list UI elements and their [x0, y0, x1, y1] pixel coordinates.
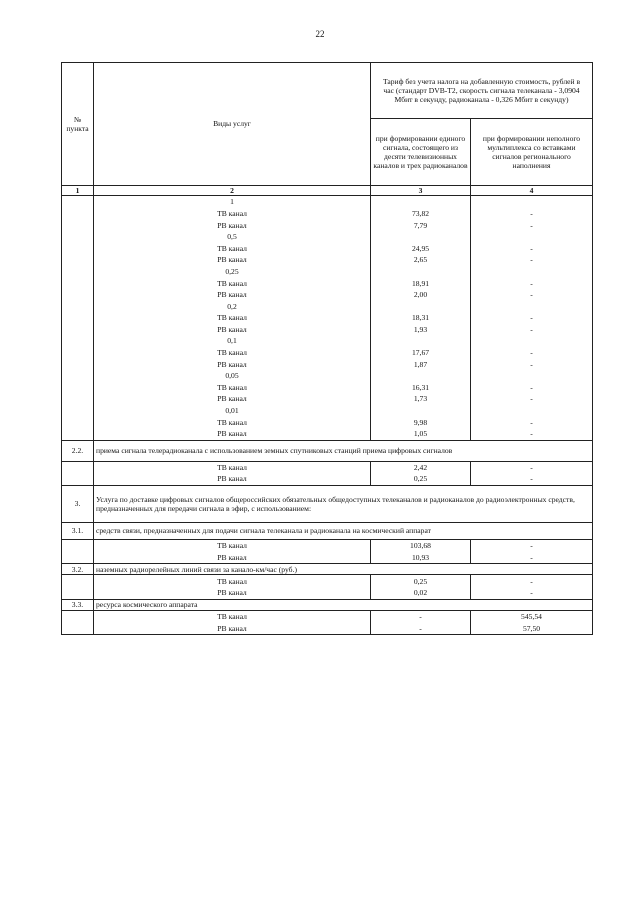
channel-label: ТВ канал	[94, 312, 371, 324]
table-row	[62, 440, 593, 461]
channel-label: ТВ канал	[94, 208, 371, 220]
subgroup-label: 0,05	[94, 370, 371, 382]
value-col3: 18,91	[371, 277, 471, 289]
value-col3: 1,87	[371, 358, 471, 370]
item-number-empty	[62, 473, 94, 485]
channel-label: ТВ канал	[94, 277, 371, 289]
value-col3	[371, 300, 471, 312]
item-number-empty	[62, 393, 94, 405]
channel-label: ТВ канал	[94, 461, 371, 473]
value-col4: -	[471, 242, 593, 254]
item-number-empty	[62, 300, 94, 312]
item-number-empty	[62, 539, 94, 551]
item-number-empty	[62, 587, 94, 599]
value-col3: 7,79	[371, 219, 471, 231]
column-number: 2	[94, 186, 371, 196]
table-row	[62, 393, 593, 405]
channel-label: ТВ канал	[94, 242, 371, 254]
subgroup-label: 1	[94, 196, 371, 208]
header-item-number: № пункта	[62, 63, 94, 186]
column-number: 4	[471, 186, 593, 196]
channel-label: РВ канал	[94, 219, 371, 231]
item-number-empty	[62, 196, 94, 208]
value-col3: 16,31	[371, 382, 471, 394]
channel-label: РВ канал	[94, 587, 371, 599]
value-col4: -	[471, 324, 593, 336]
value-col3: 10,93	[371, 551, 471, 563]
value-col4	[471, 196, 593, 208]
channel-label: РВ канал	[94, 393, 371, 405]
table-row	[62, 405, 593, 417]
subgroup-label: 0,5	[94, 231, 371, 243]
table-row	[62, 312, 593, 324]
value-col4: -	[471, 461, 593, 473]
channel-label: ТВ канал	[94, 382, 371, 394]
value-col4	[471, 370, 593, 382]
value-col3: 0,25	[371, 575, 471, 587]
table-row	[62, 370, 593, 382]
value-col3	[371, 231, 471, 243]
subgroup-label: 0,01	[94, 405, 371, 417]
value-col3: 0,25	[371, 473, 471, 485]
table-row	[62, 335, 593, 347]
table-row	[62, 242, 593, 254]
table-row	[62, 416, 593, 428]
channel-label: РВ канал	[94, 324, 371, 336]
value-col4: 57,50	[471, 623, 593, 635]
table-row	[62, 358, 593, 370]
channel-label: ТВ канал	[94, 539, 371, 551]
value-col4: -	[471, 575, 593, 587]
value-col4	[471, 335, 593, 347]
item-number-empty	[62, 416, 94, 428]
item-number-empty	[62, 623, 94, 635]
table-row	[62, 266, 593, 278]
value-col3: 1,93	[371, 324, 471, 336]
value-col4: -	[471, 551, 593, 563]
channel-label: РВ канал	[94, 358, 371, 370]
item-number: 3.2.	[62, 563, 94, 575]
value-col3: 1,05	[371, 428, 471, 440]
table-row	[62, 485, 593, 522]
value-col3: -	[371, 611, 471, 623]
item-number-empty	[62, 575, 94, 587]
item-number-empty	[62, 358, 94, 370]
table-row	[62, 277, 593, 289]
table-row	[62, 461, 593, 473]
item-number-empty	[62, 231, 94, 243]
value-col4: -	[471, 393, 593, 405]
channel-label: РВ канал	[94, 428, 371, 440]
section-title: наземных радиорелейных линий связи за канало-км/час (руб.)	[94, 563, 593, 575]
channel-label: РВ канал	[94, 551, 371, 563]
item-number-empty	[62, 382, 94, 394]
value-col3: 0,02	[371, 587, 471, 599]
table-row	[62, 599, 593, 611]
subgroup-label: 0,25	[94, 266, 371, 278]
item-number: 2.2.	[62, 440, 94, 461]
value-col4: -	[471, 416, 593, 428]
column-number: 1	[62, 186, 94, 196]
value-col3	[371, 370, 471, 382]
channel-label: РВ канал	[94, 473, 371, 485]
channel-label: РВ канал	[94, 623, 371, 635]
item-number: 3.	[62, 485, 94, 522]
item-number: 3.3.	[62, 599, 94, 611]
value-col4: 545,54	[471, 611, 593, 623]
value-col3: 18,31	[371, 312, 471, 324]
value-col4: -	[471, 428, 593, 440]
value-col4: -	[471, 473, 593, 485]
table-row	[62, 575, 593, 587]
header-services: Виды услуг	[94, 63, 371, 186]
tariff-table	[61, 62, 593, 635]
value-col3: 73,82	[371, 208, 471, 220]
item-number-empty	[62, 266, 94, 278]
channel-label: ТВ канал	[94, 611, 371, 623]
value-col3: 2,42	[371, 461, 471, 473]
table-row	[62, 289, 593, 301]
value-col3	[371, 266, 471, 278]
table-row	[62, 324, 593, 336]
item-number-empty	[62, 335, 94, 347]
column-number: 3	[371, 186, 471, 196]
value-col4: -	[471, 219, 593, 231]
table-row	[62, 300, 593, 312]
channel-label: ТВ канал	[94, 347, 371, 359]
item-number-empty	[62, 405, 94, 417]
value-col3: 103,68	[371, 539, 471, 551]
value-col4: -	[471, 358, 593, 370]
value-col4: -	[471, 254, 593, 266]
table-row	[62, 551, 593, 563]
value-col3: 24,95	[371, 242, 471, 254]
table-row	[62, 623, 593, 635]
header-tariff: Тариф без учета налога на добавленную стоимость, рублей в час (стандарт DVB-T2, скорость сигнала телеканала - 3,0904 Мбит в секунду, радиоканала - 0,326 Мбит в секунду)	[371, 63, 593, 119]
value-col3	[371, 335, 471, 347]
value-col4: -	[471, 382, 593, 394]
item-number-empty	[62, 611, 94, 623]
table-row	[62, 428, 593, 440]
value-col4	[471, 300, 593, 312]
table-row	[62, 611, 593, 623]
table-row	[62, 587, 593, 599]
table-row	[62, 382, 593, 394]
value-col3	[371, 196, 471, 208]
value-col4: -	[471, 539, 593, 551]
table-row	[62, 231, 593, 243]
item-number-empty	[62, 347, 94, 359]
channel-label: РВ канал	[94, 254, 371, 266]
item-number: 3.1.	[62, 522, 94, 539]
value-col4: -	[471, 587, 593, 599]
item-number-empty	[62, 461, 94, 473]
value-col4	[471, 231, 593, 243]
value-col3: 2,65	[371, 254, 471, 266]
channel-label: РВ канал	[94, 289, 371, 301]
section-title: средств связи, предназначенных для подачи сигнала телеканала и радиоканала на космический аппарат	[94, 522, 593, 539]
value-col3: 2,00	[371, 289, 471, 301]
value-col4: -	[471, 208, 593, 220]
subgroup-label: 0,2	[94, 300, 371, 312]
table-row	[62, 347, 593, 359]
value-col4	[471, 405, 593, 417]
page-number: 22	[315, 29, 325, 39]
item-number-empty	[62, 428, 94, 440]
value-col3: 17,67	[371, 347, 471, 359]
subgroup-label: 0,1	[94, 335, 371, 347]
value-col4: -	[471, 312, 593, 324]
value-col4: -	[471, 347, 593, 359]
item-number-empty	[62, 277, 94, 289]
table-row	[62, 522, 593, 539]
item-number-empty	[62, 208, 94, 220]
item-number-empty	[62, 312, 94, 324]
item-number-empty	[62, 242, 94, 254]
channel-label: ТВ канал	[94, 416, 371, 428]
value-col4: -	[471, 289, 593, 301]
table-row	[62, 473, 593, 485]
table-row	[62, 254, 593, 266]
channel-label: ТВ канал	[94, 575, 371, 587]
section-title: ресурса космического аппарата	[94, 599, 593, 611]
item-number-empty	[62, 254, 94, 266]
section-title: приема сигнала телерадиоканала с использованием земных спутниковых станций приема цифровых сигналов	[94, 440, 593, 461]
value-col3: 1,73	[371, 393, 471, 405]
value-col3: 9,98	[371, 416, 471, 428]
item-number-empty	[62, 324, 94, 336]
value-col4: -	[471, 277, 593, 289]
item-number-empty	[62, 551, 94, 563]
table-row	[62, 219, 593, 231]
table-row	[62, 563, 593, 575]
table-row	[62, 208, 593, 220]
item-number-empty	[62, 219, 94, 231]
value-col3: -	[371, 623, 471, 635]
section-title: Услуга по доставке цифровых сигналов общероссийских обязательных общедоступных телеканалов и радиоканалов до радиоэлектронных средств, предназначенных для передачи сигнала в эфир, с использованием:	[94, 485, 593, 522]
item-number-empty	[62, 370, 94, 382]
header-col3: при формировании единого сигнала, состоящего из десяти телевизионных каналов и трех радиоканалов	[371, 119, 471, 186]
table-row	[62, 539, 593, 551]
header-col4: при формировании неполного мультиплекса со вставками сигналов регионального наполнения	[471, 119, 593, 186]
value-col3	[371, 405, 471, 417]
table-row	[62, 196, 593, 208]
item-number-empty	[62, 289, 94, 301]
value-col4	[471, 266, 593, 278]
